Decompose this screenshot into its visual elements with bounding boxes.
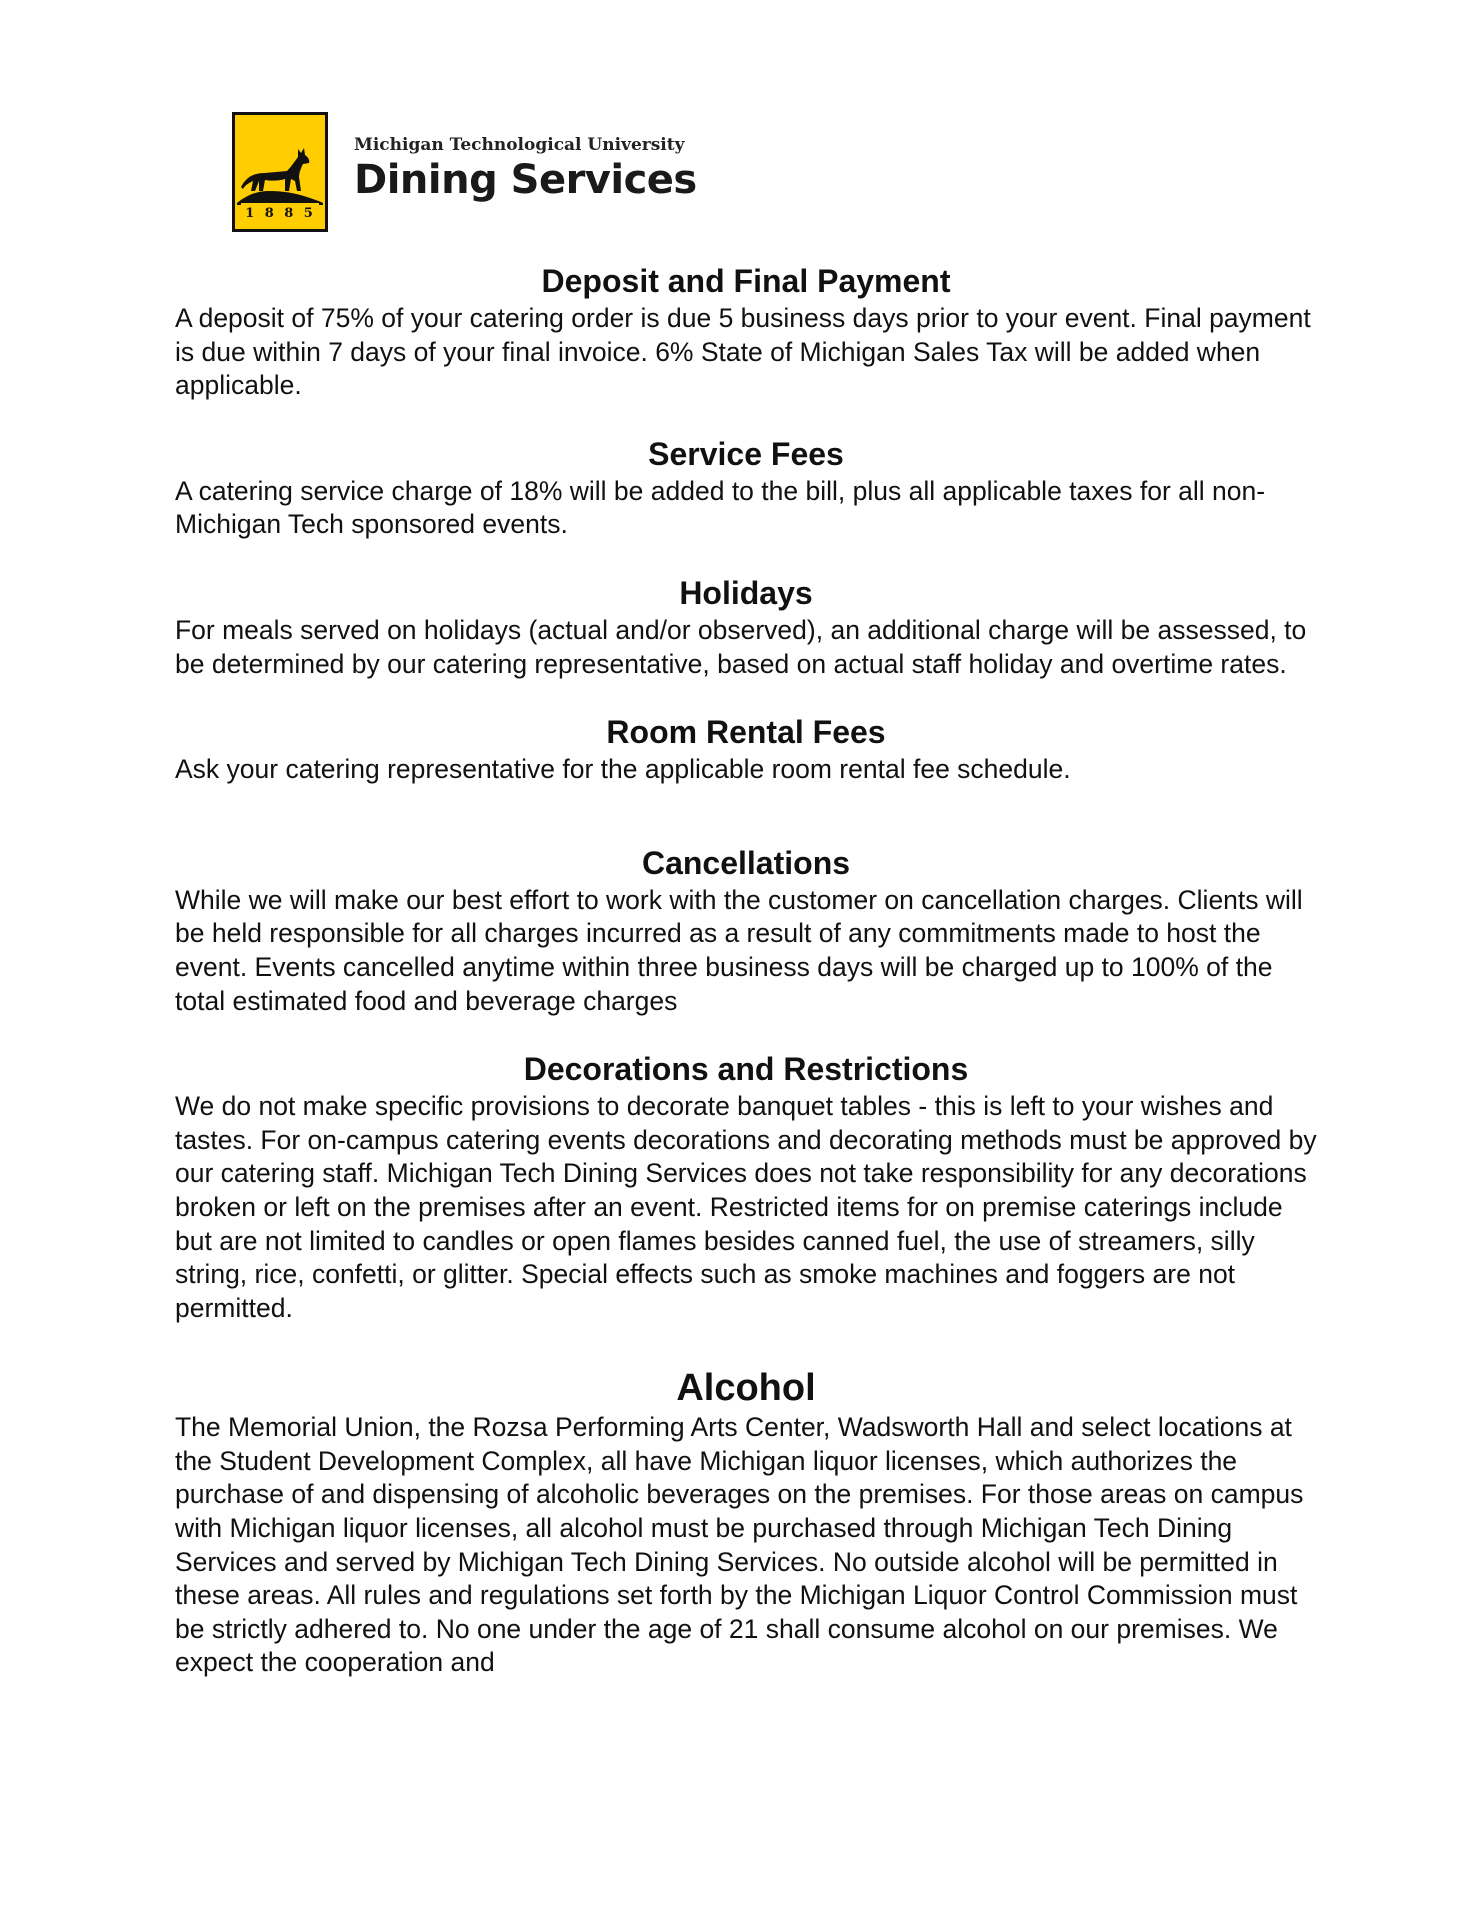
section-title: Cancellations — [641, 844, 851, 881]
section-decorations — [175, 1048, 1317, 1325]
section-title: Deposit and Final Payment — [541, 263, 951, 299]
logo-year-digit: 8 — [264, 205, 276, 221]
logo-year-digit: 8 — [284, 205, 296, 221]
section-room-rental — [175, 711, 1317, 787]
section-title: Alcohol — [676, 1367, 816, 1410]
logo-year — [241, 201, 319, 223]
section-body: For meals served on holidays (actual and/or observed), an additional charge will be assessed, to be determined by our catering representative, based on actual staff holiday and overtime rates. — [175, 614, 1307, 679]
section-body: A catering service charge of 18% will be added to the bill, plus all applicable taxes for all non-Michigan Tech sponsored events. — [175, 475, 1266, 540]
university-name: Michigan Technological University — [354, 135, 685, 155]
section-body: Ask your catering representative for the applicable room rental fee schedule. — [175, 754, 1071, 785]
policy-content — [175, 260, 1317, 1680]
section-title: Holidays — [679, 574, 813, 611]
section-cancellations — [175, 842, 1317, 1018]
university-logo — [232, 112, 328, 232]
department-name: Dining Services — [354, 157, 697, 203]
section-service-fees — [175, 433, 1317, 542]
section-alcohol — [175, 1365, 1317, 1680]
logo-year-digit: 5 — [303, 205, 315, 221]
section-title: Decorations and Restrictions — [523, 1051, 969, 1088]
section-body: The Memorial Union, the Rozsa Performing Arts Center, Wadsworth Hall and select locations at the Student Development Complex, all have Michigan liquor licenses, which authorizes the purchase of and dispensing of alcoholic beverages on the premises. For those areas on campus with Michigan liquor licenses, all alcohol must be purchased through Michigan Tech Dining Services and served by Michigan Tech Dining Services. No outside alcohol will be permitted in these areas. All rules and regulations set forth by the Michigan Liquor Control Commission must be strictly adhered to. No one under the age of 21 shall consume alcohol on our premises. We expect the cooperation and — [175, 1412, 1304, 1678]
section-title: Room Rental Fees — [606, 714, 886, 751]
section-body: While we will make our best effort to work with the customer on cancellation charges. Clients will be held responsible for all charges incurred as a result of any commitments made to host the event. Events cancelled anytime within three business days will be charged up to 100% of the total estimated food and beverage charges — [175, 884, 1303, 1016]
section-holidays — [175, 572, 1317, 681]
brand-wordmark — [354, 134, 697, 204]
section-title: Service Fees — [648, 435, 844, 472]
section-deposit — [175, 260, 1317, 403]
section-body: We do not make specific provisions to decorate banquet tables - this is left to your wishes and tastes. For on-campus catering events decorations and decorating methods must be approved by our catering staff. Michigan Tech Dining Services does not take responsibility for any decorations broken or left on the premises after an event. Restricted items for on premise caterings include but are not limited to candles or open flames besides canned fuel, the use of streamers, silly string, rice, confetti, or glitter. Special effects such as smoke machines and foggers are not permitted. — [175, 1091, 1317, 1323]
logo-year-digit: 1 — [245, 205, 257, 221]
section-body: A deposit of 75% of your catering order is due 5 business days prior to your event. Final payment is due within 7 days of your final invoice. 6% State of Michigan Sales Tax will be added when applicable. — [175, 303, 1311, 401]
